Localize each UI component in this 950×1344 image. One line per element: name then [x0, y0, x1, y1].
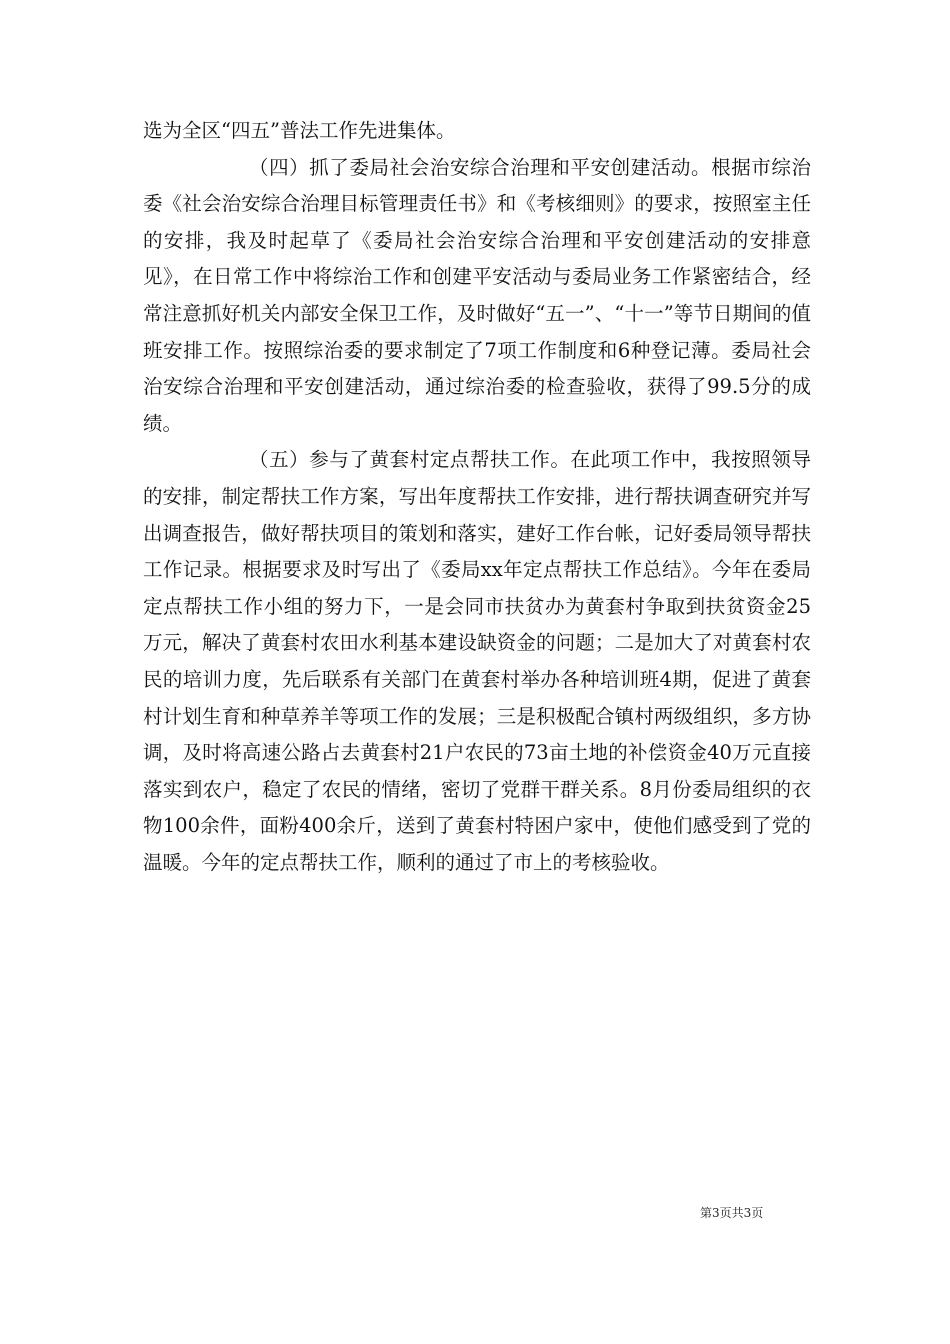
page-number-footer: 第3页共3页: [700, 1206, 764, 1220]
document-body: [143, 113, 811, 881]
paragraph-continuation: 选为全区“四五”普法工作先进集体。: [143, 119, 456, 142]
paragraph-section-four: （四）抓了委局社会治安综合治理和平安创建活动。根据市综治委《社会治安综合治理目标管理责任书》和《考核细则》的要求，按照室主任的安排，我及时起草了《委局社会治安综合治理和平安创建活动的安排意见》，在日常工作中将综治工作和创建平安活动与委局业务工作紧密结合，经常注意抓好机关内部安全保卫工作，及时做好“五一”、“十一”等节日期间的值班安排工作。按照综治委的要求制定了7项工作制度和6种登记薄。委局社会治安综合治理和平安创建活动，通过综治委的检查验收，获得了99.5分的成绩。: [143, 155, 811, 435]
paragraph-section-five: （五）参与了黄套村定点帮扶工作。在此项工作中，我按照领导的安排，制定帮扶工作方案，写出年度帮扶工作安排，进行帮扶调查研究并写出调查报告，做好帮扶项目的策划和落实，建好工作台帐，记好委局领导帮扶工作记录。根据要求及时写出了《委局xx年定点帮扶工作总结》。今年在委局定点帮扶工作小组的努力下，一是会同市扶贫办为黄套村争取到扶贫资金25万元，解决了黄套村农田水利基本建设缺资金的问题；二是加大了对黄套村农民的培训力度，先后联系有关部门在黄套村举办各种培训班4期，促进了黄套村计划生育和种草养羊等项工作的发展；三是积极配合镇村两级组织，多方协调，及时将高速公路占去黄套村21户农民的73亩土地的补偿资金40万元直接落实到农户，稳定了农民的情绪，密切了党群干群关系。8月份委局组织的衣物100余件，面粉400余斤，送到了黄套村特困户家中，使他们感受到了党的温暖。今年的定点帮扶工作，顺利的通过了市上的考核验收。: [143, 448, 811, 874]
